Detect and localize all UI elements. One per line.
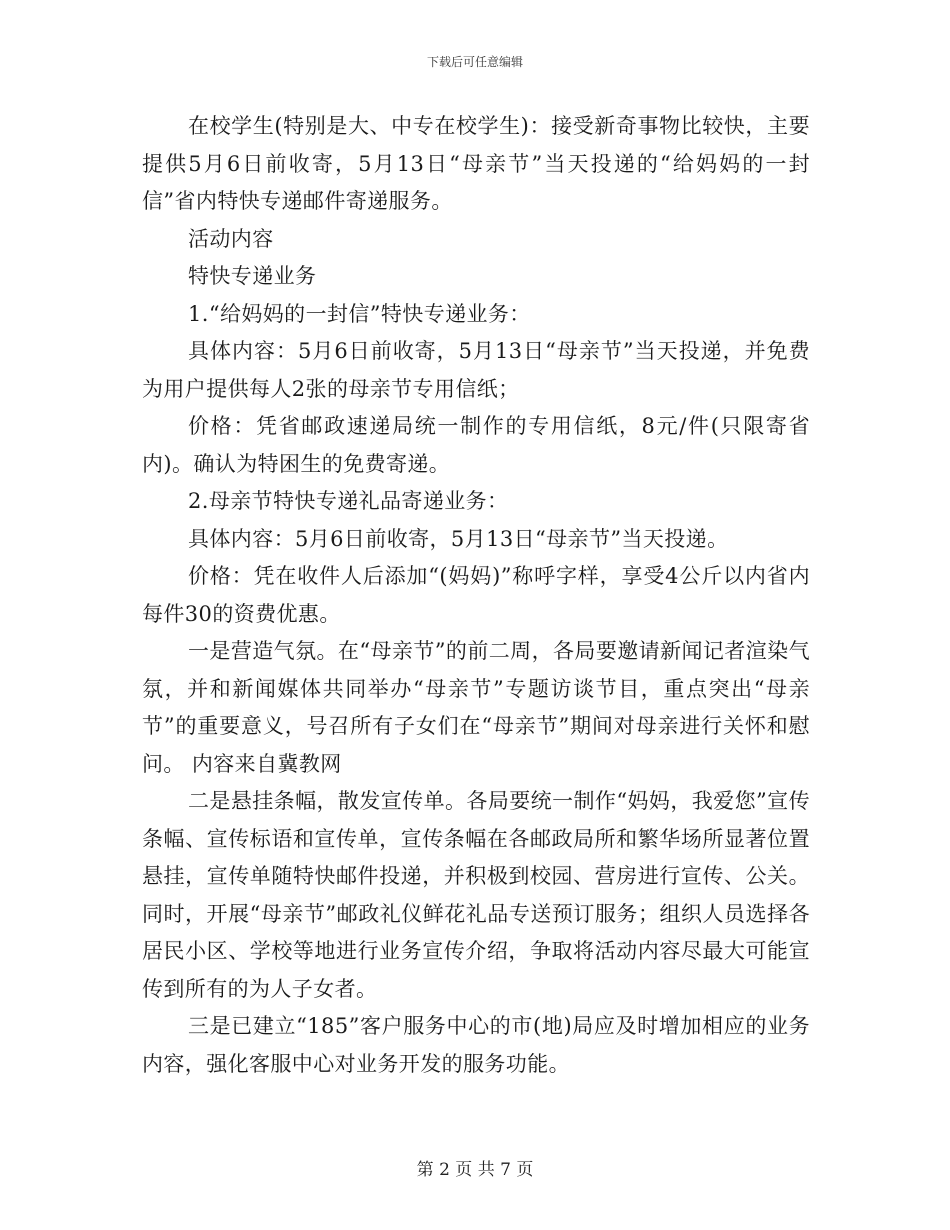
- page-number-footer: 第 2 页 共 7 页: [416, 1160, 534, 1180]
- item-1-title: 1.“给妈妈的一封信”特快专递业务：: [188, 301, 531, 326]
- paragraph-service-center: 三是已建立“185”客户服务中心的市(地)局应及时增加相应的业务内容，强化客服中心对业务开发的服务功能。: [142, 1014, 810, 1076]
- item-2-title: 2.母亲节特快专递礼品寄递业务：: [188, 489, 509, 513]
- paragraph-banners: 二是悬挂条幅，散发宣传单。各局要统一制作“妈妈，我爱您”宣传条幅、宣传标语和宣传单，宣传条幅在各邮政局所和繁华场所显著位置悬挂，宣传单随特快邮件投递，并积极到校园、营房进行宣传、公关。同时，开展“母亲节”邮政礼仪鲜花礼品专送预订服务；组织人员选择各居民小区、学校等地进行业务宣传介绍，争取将活动内容尽最大可能宣传到所有的为人子女者。: [142, 789, 810, 1001]
- heading-activity-content: 活动内容: [188, 226, 274, 251]
- heading-express-business: 特快专递业务: [188, 264, 317, 288]
- document-body: [142, 108, 810, 1083]
- paragraph-atmosphere: 一是营造气氛。在“母亲节”的前二周，各局要邀请新闻记者渲染气氛，并和新闻媒体共同举办“母亲节”专题访谈节目，重点突出“母亲节”的重要意义，号召所有子女们在“母亲节”期间对母亲进行关怀和慰问。 内容来自冀教网: [142, 639, 810, 776]
- item-2-price: 价格：凭在收件人后添加“(妈妈)”称呼字样，享受4公斤以内省内每件30的资费优惠。: [142, 564, 810, 626]
- item-1-details: 具体内容：5月6日前收寄，5月13日“母亲节”当天投递，并免费为用户提供每人2张的母亲节专用信纸；: [142, 339, 810, 401]
- page-header-note: 下载后可任意编辑: [426, 55, 523, 69]
- item-1-price: 价格：凭省邮政速递局统一制作的专用信纸，8元/件(只限寄省内)。确认为特困生的免费寄递。: [142, 414, 810, 476]
- item-2-details: 具体内容：5月6日前收寄，5月13日“母亲节”当天投递。: [188, 526, 729, 551]
- paragraph-students: 在校学生(特别是大、中专在校学生)：接受新奇事物比较快，主要提供5月6日前收寄，5月13日“母亲节”当天投递的“给妈妈的一封信”省内特快专递邮件寄递服务。: [142, 114, 810, 213]
